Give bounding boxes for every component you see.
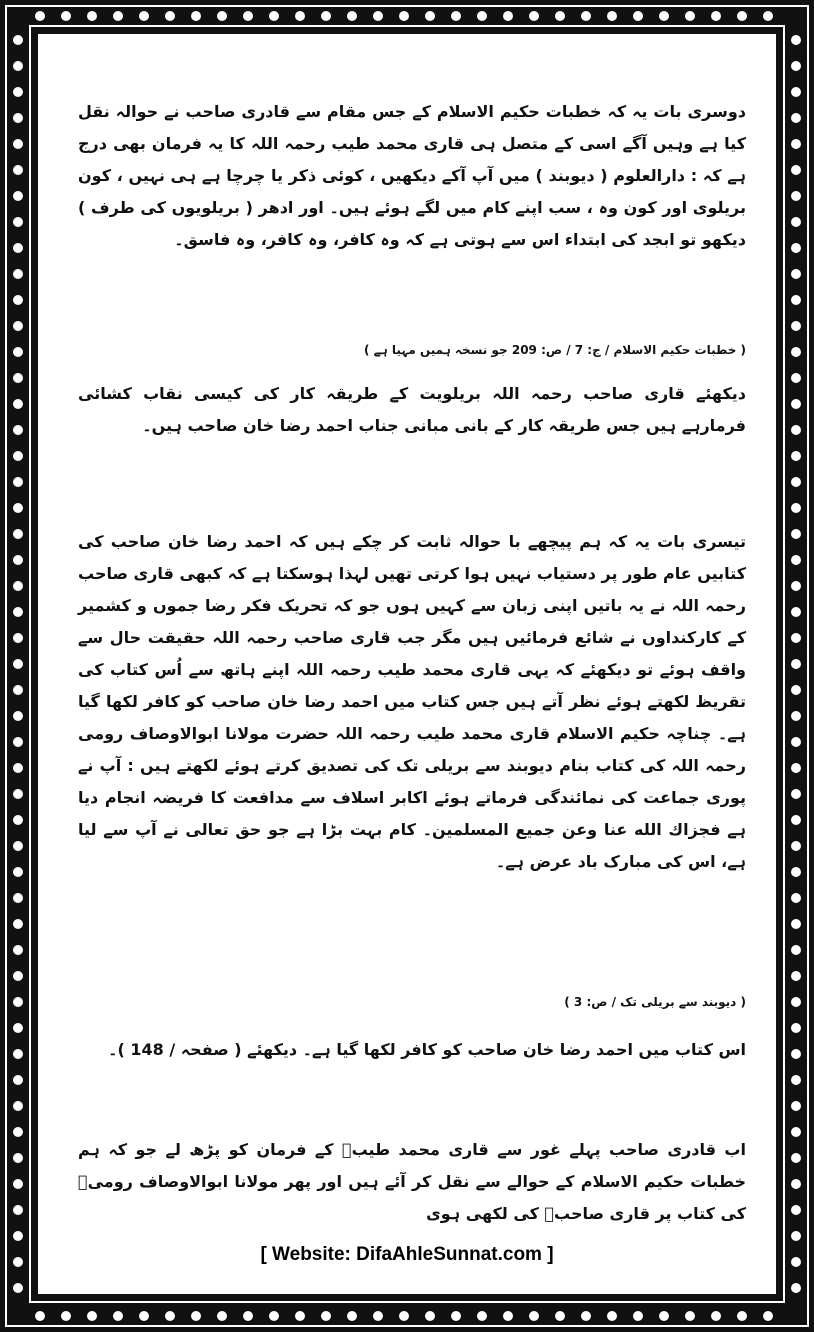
border-scallop (13, 1101, 23, 1111)
border-scallop (13, 789, 23, 799)
border-scallop (633, 11, 643, 21)
border-scallop (87, 11, 97, 21)
border-scallop (13, 477, 23, 487)
border-scallop (529, 11, 539, 21)
border-scallop (791, 1023, 801, 1033)
border-scallop (13, 1049, 23, 1059)
border-scallop (13, 347, 23, 357)
border-scallop (607, 1311, 617, 1321)
reference-text: ( دیوبند سے بریلی تک / ص: 3 ) (564, 995, 746, 1009)
border-scallop (13, 269, 23, 279)
border-scallop (13, 1127, 23, 1137)
border-scallop (791, 919, 801, 929)
border-scallop (685, 1311, 695, 1321)
border-scallop (347, 11, 357, 21)
border-scallop (13, 295, 23, 305)
border-scallop (13, 113, 23, 123)
border-scallop (269, 11, 279, 21)
paragraph-commentary (78, 378, 746, 442)
border-scallop (165, 11, 175, 21)
border-scallop (791, 633, 801, 643)
border-scallop (791, 1101, 801, 1111)
border-scallop (791, 399, 801, 409)
border-scallop (791, 659, 801, 669)
border-scallop (217, 1311, 227, 1321)
border-scallop (13, 659, 23, 669)
border-scallop (791, 607, 801, 617)
border-scallop (763, 11, 773, 21)
border-scallop (13, 763, 23, 773)
border-scallop (791, 61, 801, 71)
border-scallop (791, 191, 801, 201)
border-scallop (791, 685, 801, 695)
website-footer (0, 1244, 814, 1266)
border-scallop (13, 321, 23, 331)
border-scallop (113, 1311, 123, 1321)
border-scallop (791, 87, 801, 97)
border-scallop (13, 451, 23, 461)
border-scallop (13, 243, 23, 253)
border-scallop (13, 139, 23, 149)
paragraph-text: اب قادری صاحب پہلے غور سے قاری محمد طیبؒ کے فرمان کو پڑھ لے جو کہ ہم خطبات حکیم الاسلام کے حوالے سے نقل کر آئے ہیں اور پھر مولانا ابوالاوصاف رومیؒ کی کتاب پر قاری صاحبؒ کی لکھی ہوی (78, 1140, 746, 1223)
border-scallop (555, 11, 565, 21)
border-scallop (791, 997, 801, 1007)
border-scallop (399, 1311, 409, 1321)
border-scallop (791, 1153, 801, 1163)
border-scallop (685, 11, 695, 21)
border-scallop (13, 373, 23, 383)
border-scallop (791, 1179, 801, 1189)
border-scallop (425, 1311, 435, 1321)
border-scallop (13, 867, 23, 877)
border-scallop (13, 191, 23, 201)
paragraph-conclusion (78, 1134, 746, 1230)
border-scallop (791, 451, 801, 461)
border-scallop (791, 243, 801, 253)
border-scallop (791, 1049, 801, 1059)
reference-khutbat (78, 340, 746, 360)
border-scallop (791, 347, 801, 357)
border-scallop (791, 529, 801, 539)
border-scallop (61, 1311, 71, 1321)
border-scallop (791, 477, 801, 487)
border-scallop (477, 11, 487, 21)
border-scallop (243, 11, 253, 21)
border-scallop (13, 711, 23, 721)
border-scallop (791, 425, 801, 435)
border-scallop (581, 11, 591, 21)
border-scallop (373, 11, 383, 21)
border-scallop (711, 1311, 721, 1321)
border-scallop (791, 139, 801, 149)
page-content (38, 34, 776, 1294)
border-scallop (791, 789, 801, 799)
border-scallop (13, 555, 23, 565)
website-label: [ Website: DifaAhleSunnat.com ] (260, 1244, 554, 1265)
border-scallop (13, 945, 23, 955)
border-scallop (13, 35, 23, 45)
border-scallop (13, 1179, 23, 1189)
border-scallop (139, 1311, 149, 1321)
border-scallop (451, 1311, 461, 1321)
border-scallop (737, 1311, 747, 1321)
border-scallop (243, 1311, 253, 1321)
border-scallop (791, 737, 801, 747)
border-scallop (373, 1311, 383, 1321)
border-scallop (791, 867, 801, 877)
border-scallop (13, 997, 23, 1007)
border-scallop (791, 1231, 801, 1241)
border-scallop (791, 1127, 801, 1137)
border-scallop (191, 1311, 201, 1321)
border-scallop (425, 11, 435, 21)
border-scallop (13, 893, 23, 903)
border-scallop (791, 971, 801, 981)
border-scallop (477, 1311, 487, 1321)
border-scallop (165, 1311, 175, 1321)
border-scallop (295, 1311, 305, 1321)
border-scallop (791, 555, 801, 565)
paragraph-third-point (78, 526, 746, 878)
border-scallop (791, 35, 801, 45)
border-scallop (13, 581, 23, 591)
border-scallop (791, 945, 801, 955)
border-scallop (791, 321, 801, 331)
border-scallop (791, 841, 801, 851)
border-scallop (503, 11, 513, 21)
border-scallop (13, 529, 23, 539)
border-scallop (13, 87, 23, 97)
border-scallop (13, 1023, 23, 1033)
border-scallop (791, 815, 801, 825)
reference-text: ( خطبات حکیم الاسلام / ج: 7 / ص: 209 جو نسخہ ہمیں مہیا ہے ) (364, 343, 746, 357)
paragraph-text: دیکھئے قاری صاحب رحمہ اللہ بریلویت کے طریقہ کار کی کیسی نقاب کشائی فرمارہے ہیں جس طریقہ کار کے بانی مبانی جناب احمد رضا خان صاحب ہیں۔ (78, 384, 746, 435)
border-scallop (659, 1311, 669, 1321)
border-scallop (791, 893, 801, 903)
border-scallop (451, 11, 461, 21)
border-scallop (321, 1311, 331, 1321)
border-scallop (13, 165, 23, 175)
paragraph-text: دوسری بات یہ کہ خطبات حکیم الاسلام کے جس مقام سے قادری صاحب نے حوالہ نقل کیا ہے وہیں آگے اسی کے متصل ہی قاری محمد طیب رحمہ اللہ کا یہ فرمان بھی درج ہے کہ : دارالعلوم ( دیوبند ) میں آپ آکے دیکھیں ، کوئی ذکر یا چرچا ہے ہی نہیں ، کون بریلوی اور کون وہ ، سب اپنے کام میں لگے ہوئے ہیں۔ اور ادھر ( بریلویوں کی طرف ) دیکھو تو ابجد کی ابتداء اس سے ہوتی ہے کہ وہ کافر، وہ کافر، وہ فاسق۔ (78, 102, 746, 249)
border-scallop (503, 1311, 513, 1321)
border-scallop (13, 1283, 23, 1293)
border-scallop (791, 1205, 801, 1215)
border-scallop (61, 11, 71, 21)
border-scallop (791, 373, 801, 383)
border-scallop (13, 1075, 23, 1085)
border-scallop (711, 11, 721, 21)
border-scallop (791, 165, 801, 175)
border-scallop (581, 1311, 591, 1321)
border-scallop (13, 1205, 23, 1215)
border-scallop (321, 11, 331, 21)
border-scallop (13, 841, 23, 851)
border-scallop (13, 425, 23, 435)
border-scallop (13, 685, 23, 695)
border-scallop (139, 11, 149, 21)
paragraph-book-note (78, 1034, 746, 1066)
border-scallop (13, 607, 23, 617)
border-scallop (35, 1311, 45, 1321)
border-scallop (295, 11, 305, 21)
border-scallop (13, 503, 23, 513)
border-scallop (763, 1311, 773, 1321)
border-scallop (791, 269, 801, 279)
border-scallop (13, 919, 23, 929)
border-scallop (791, 295, 801, 305)
border-scallop (13, 1231, 23, 1241)
border-scallop (13, 217, 23, 227)
border-scallop (791, 581, 801, 591)
border-scallop (269, 1311, 279, 1321)
border-scallop (633, 1311, 643, 1321)
border-scallop (13, 737, 23, 747)
border-scallop (13, 971, 23, 981)
border-scallop (399, 11, 409, 21)
border-scallop (13, 633, 23, 643)
reference-deoband (78, 992, 746, 1012)
paragraph-text: اس کتاب میں احمد رضا خان صاحب کو کافر لکھا گیا ہے۔ دیکھئے ( صفحہ / 148 )۔ (108, 1040, 746, 1059)
border-scallop (35, 11, 45, 21)
border-scallop (791, 113, 801, 123)
border-scallop (737, 11, 747, 21)
border-scallop (13, 815, 23, 825)
paragraph-text: تیسری بات یہ کہ ہم پیچھے با حوالہ ثابت کر چکے ہیں کہ احمد رضا خان صاحب کی کتابیں عام طور پر دستیاب نہیں ہوا کرتی تھیں لہذا ہوسکتا ہے کہ کبھی قاری صاحب رحمہ اللہ نے یہ باتیں اپنی زبان سے کہیں ہوں جو کہ تحریک فکر رضا جموں و کشمیر کے کارکنداوں نے شائع فرمائیں ہیں مگر جب قاری صاحب رحمہ اللہ حقیقت حال سے واقف ہوئے تو دیکھئے کہ یہی قاری محمد طیب رحمہ اللہ اپنے ہاتھ سے اُس کتاب کی تقریظ لکھتے ہوئے نظر آتے ہیں جس کتاب میں احمد رضا خان صاحب کو کافر لکھا گیا ہے۔ چناچہ حکیم الاسلام قاری محمد طیب رحمہ اللہ حضرت مولانا ابوالاوصاف رومی رحمہ اللہ کی کتاب بنام دیوبند سے بریلی تک کی تصدیق کرتے ہوئے لکھتے ہیں : آپ نے پوری جماعت کی نمائندگی فرماتے ہوئے اکابر اسلاف سے مدافعت کا فریضہ انجام دیا ہے فجزاك الله عنا وعن جميع المسلمين۔ کام بہت بڑا ہے جو حق تعالی نے آپ سے لیا ہے، اس کی مبارک باد عرض ہے۔ (78, 532, 746, 871)
border-scallop (791, 1283, 801, 1293)
border-scallop (529, 1311, 539, 1321)
border-scallop (217, 11, 227, 21)
border-scallop (791, 1075, 801, 1085)
paragraph-second-point (78, 96, 746, 256)
border-scallop (113, 11, 123, 21)
border-scallop (607, 11, 617, 21)
border-scallop (791, 217, 801, 227)
border-scallop (555, 1311, 565, 1321)
border-scallop (791, 503, 801, 513)
border-scallop (659, 11, 669, 21)
border-scallop (347, 1311, 357, 1321)
border-scallop (87, 1311, 97, 1321)
border-scallop (13, 1153, 23, 1163)
border-scallop (791, 763, 801, 773)
border-scallop (791, 711, 801, 721)
border-scallop (191, 11, 201, 21)
border-scallop (13, 61, 23, 71)
border-scallop (13, 399, 23, 409)
